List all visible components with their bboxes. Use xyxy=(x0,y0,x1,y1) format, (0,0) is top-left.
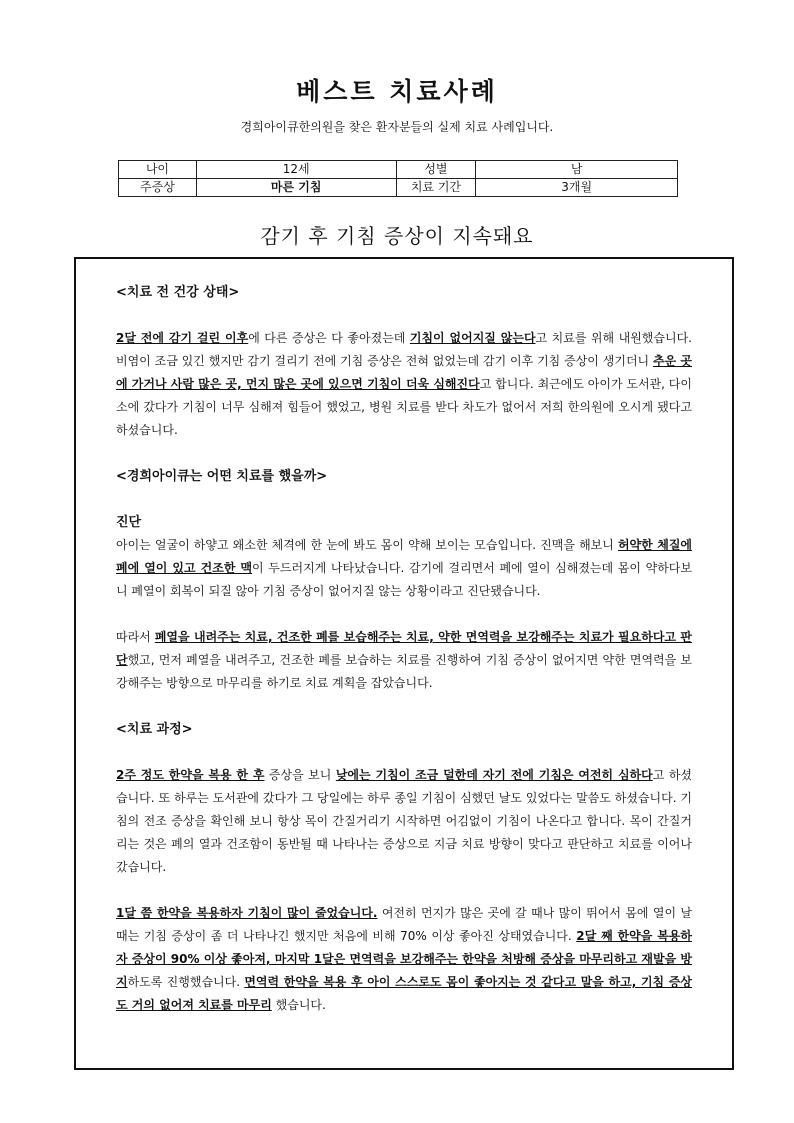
emphasis-text: 추운 곳에 가거나 사람 많은 곳, 먼지 많은 곳에 있으면 기침이 더욱 심해진다 xyxy=(116,354,692,391)
gender-value: 남 xyxy=(476,161,678,179)
emphasis-text: 낮에는 기침이 조금 덜한데 자기 전에 기침은 여전히 심하다 xyxy=(335,768,653,782)
age-label: 나이 xyxy=(119,161,197,179)
age-value: 12세 xyxy=(196,161,396,179)
emphasis-text: 폐열을 내려주는 치료, 건조한 폐를 보습해주는 치료, 약한 면역력을 보강해주는 치료가 필요하다고 판단 xyxy=(116,630,692,667)
body-text: 했고, 먼저 폐열을 내려주고, 건조한 폐를 보습하는 치료를 진행하여 기침 증상이 없어지면 약한 면역력을 보강해주는 방향으로 마무리를 하기로 치료 계획을 잡았습니다. xyxy=(116,653,692,690)
emphasis-text: 2주 정도 한약을 복용 한 후 xyxy=(116,768,265,782)
table-row xyxy=(119,179,678,197)
plan-paragraph xyxy=(116,626,692,695)
body-text: 고 합니다. 최근에도 아이가 도서관, 다이소에 갔다가 기침이 너무 심해져 힘들어 했었고, 병원 치료를 받다 차도가 없어서 저희 한의원에 오시게 됐다고 하셨습니다. xyxy=(116,377,692,437)
patient-info-table xyxy=(118,160,678,197)
period-value: 3개월 xyxy=(476,179,678,197)
gender-label: 성별 xyxy=(396,161,476,179)
body-text: 고 치료를 위해 내원했습니다. 비염이 조금 있긴 했지만 감기 걸리기 전에 기침 증상은 전혀 없었는데 감기 이후 기침 증상이 생기더니 xyxy=(116,331,692,368)
emphasis-text: 1달 쯤 한약을 복용하자 기침이 많이 줄었습니다. xyxy=(116,906,378,920)
case-title: 감기 후 기침 증상이 지속돼요 xyxy=(260,224,534,248)
body-text: 아이는 얼굴이 하얗고 왜소한 체격에 한 눈에 봐도 몸이 약해 보이는 모습입니다. 진맥을 해보니 xyxy=(116,538,618,552)
section-heading-treatment: <경희아이큐는 어떤 치료를 했을까> xyxy=(116,469,328,484)
page-title: 베스트 치료사례 xyxy=(296,77,498,106)
body-text: 했습니다. xyxy=(271,998,326,1012)
diagnosis-paragraph xyxy=(116,534,692,603)
emphasis-text: 기침이 없어지질 않는다 xyxy=(409,331,536,345)
emphasis-text: 2달 째 한약을 복용하자 증상이 90% 이상 좋아져, 마지막 1달은 면역력을 보강해주는 한약을 처방해 증상을 마무리하고 재발을 방지 xyxy=(116,929,692,989)
body-text: 에 다른 증상은 다 좋아졌는데 xyxy=(248,331,410,345)
emphasis-text: 2달 전에 감기 걸린 이후 xyxy=(116,331,249,345)
body-text: 고 하셨습니다. 또 하루는 도서관에 갔다가 그 당일에는 하루 종일 기침이 심했던 날도 있었다는 말씀도 하셨습니다. 기침의 전조 증상을 확인해 보니 항상 목이 간질거리기 시작하면 어김없이 기침이 나온다고 합니다. 목이 간질거리는 것은 폐의 열과 건조함이 동반될 때 나타나는 증상으로 지금 치료 방향이 맞다고 판단하고 치료를 이어나갔습니다. xyxy=(116,768,692,874)
body-text: 따라서 xyxy=(116,630,155,644)
process-paragraph-1 xyxy=(116,764,692,879)
body-text: 하도록 진행했습니다. xyxy=(127,975,245,989)
case-content-box xyxy=(74,257,734,1070)
section-heading-process: <치료 과정> xyxy=(116,722,193,737)
page-subtitle: 경희아이큐한의원을 찾은 환자분들의 실제 치료 사례입니다. xyxy=(240,120,554,134)
complaint-value: 마른 기침 xyxy=(196,179,396,197)
before-paragraph xyxy=(116,327,692,442)
period-label: 치료 기간 xyxy=(396,179,476,197)
body-text: 증상을 보니 xyxy=(264,768,336,782)
emphasis-text: 면역력 한약을 복용 후 아이 스스로도 몸이 좋아지는 것 같다고 말을 하고, 기침 증상도 거의 없어져 치료를 마무리 xyxy=(116,975,692,1012)
table-row xyxy=(119,161,678,179)
emphasis-text: 허약한 체질에 폐에 열이 있고 건조한 맥 xyxy=(116,538,693,575)
complaint-label: 주증상 xyxy=(119,179,197,197)
diagnosis-heading: 진단 xyxy=(116,515,142,530)
body-text: 이 두드러지게 나타났습니다. 감기에 걸리면서 폐에 열이 심해졌는데 몸이 약하다보니 폐열이 회복이 되질 않아 기침 증상이 없어지질 않는 상황이라고 진단됐습니다. xyxy=(116,561,692,598)
body-text: 여전히 먼지가 많은 곳에 갈 때나 많이 뛰어서 몸에 열이 날 때는 기침 증상이 좀 더 나타나긴 했지만 처음에 비해 70% 이상 좋아진 상태였습니다. xyxy=(116,906,692,943)
section-heading-before: <치료 전 건강 상태> xyxy=(116,285,240,300)
process-paragraph-2 xyxy=(116,902,692,1017)
